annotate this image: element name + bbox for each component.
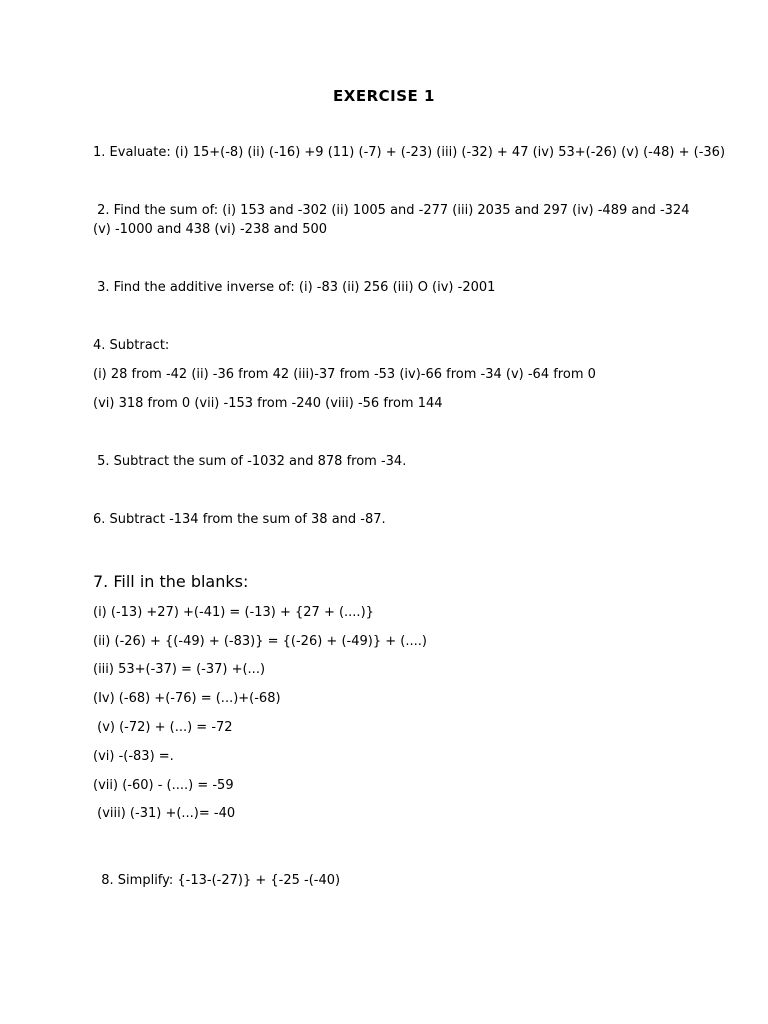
- question-2-line-1: 2. Find the sum of: (i) 153 and -302 (ii) 1005 and -277 (iii) 2035 and 297 (iv) -489 and -324: [93, 203, 690, 218]
- question-6: 6. Subtract -134 from the sum of 38 and -87.: [93, 512, 386, 527]
- question-2-line-2: (v) -1000 and 438 (vi) -238 and 500: [93, 222, 328, 237]
- question-7-item-viii: (viii) (-31) +(...)= -40: [93, 806, 236, 821]
- question-7-item-iii: (iii) 53+(-37) = (-37) +(...): [93, 662, 266, 677]
- question-7-item-i: (i) (-13) +27) +(-41) = (-13) + {27 + (....)}: [93, 605, 374, 620]
- question-1: 1. Evaluate: (i) 15+(-8) (ii) (-16) +9 (11) (-7) + (-23) (iii) (-32) + 47 (iv) 53+(-26) (v) (-48) + (-36): [93, 145, 726, 160]
- question-8: 8. Simplify: {-13-(-27)} + {-25 -(-40): [93, 873, 341, 888]
- question-7-heading: 7. Fill in the blanks:: [93, 572, 249, 591]
- question-4-line-2: (vi) 318 from 0 (vii) -153 from -240 (viii) -56 from 144: [93, 396, 443, 411]
- page-title: EXERCISE 1: [333, 87, 435, 105]
- question-7-item-iv: (Iv) (-68) +(-76) = (...)+(-68): [93, 691, 281, 706]
- question-7-item-vii: (vii) (-60) - (....) = -59: [93, 778, 234, 793]
- question-5: 5. Subtract the sum of -1032 and 878 from -34.: [93, 454, 407, 469]
- question-7-item-vi: (vi) -(-83) =.: [93, 749, 174, 764]
- question-3: 3. Find the additive inverse of: (i) -83 (ii) 256 (iii) O (iv) -2001: [93, 280, 496, 295]
- question-7-item-ii: (ii) (-26) + {(-49) + (-83)} = {(-26) + (-49)} + (....): [93, 634, 427, 649]
- question-4-line-1: (i) 28 from -42 (ii) -36 from 42 (iii)-37 from -53 (iv)-66 from -34 (v) -64 from 0: [93, 367, 596, 382]
- question-4-heading: 4. Subtract:: [93, 338, 170, 353]
- question-7-item-v: (v) (-72) + (...) = -72: [93, 720, 233, 735]
